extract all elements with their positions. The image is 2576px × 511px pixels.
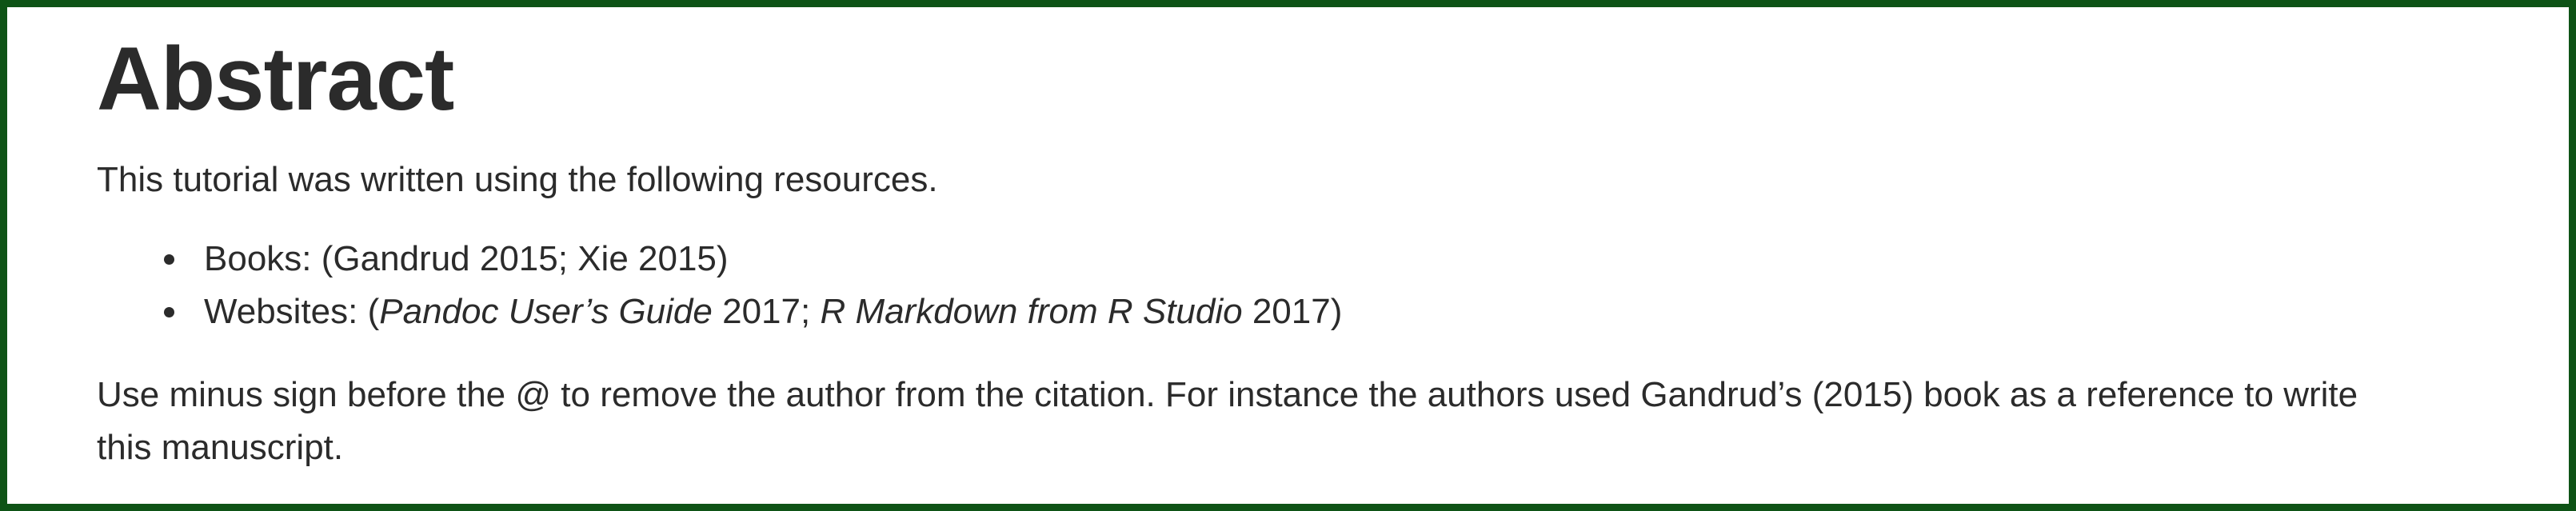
pandoc-guide-title: Pandoc User’s Guide bbox=[379, 292, 713, 331]
pandoc-guide-year: 2017; bbox=[712, 292, 821, 331]
closing-paragraph bbox=[97, 369, 2528, 474]
websites-open-paren: ( bbox=[367, 292, 380, 331]
intro-paragraph: This tutorial was written using the following resources. bbox=[97, 160, 938, 199]
books-label: Books: bbox=[204, 239, 322, 278]
closing-line-2: this manuscript. bbox=[97, 428, 344, 467]
websites-label: Websites: bbox=[204, 292, 368, 331]
rmarkdown-year: 2017) bbox=[1242, 292, 1343, 331]
list-item-books bbox=[97, 233, 1342, 285]
list-item-websites bbox=[97, 285, 1342, 338]
bullet-icon bbox=[164, 307, 174, 317]
closing-line-1: Use minus sign before the @ to remove the author from the citation. For instance the authors used Gandrud’s (2015) book as a reference to write bbox=[97, 375, 2358, 414]
bullet-icon bbox=[164, 254, 174, 265]
abstract-heading: Abstract bbox=[97, 29, 454, 129]
rmarkdown-title: R Markdown from R Studio bbox=[820, 292, 1243, 331]
books-citation: (Gandrud 2015; Xie 2015) bbox=[321, 239, 729, 278]
resources-list bbox=[97, 233, 1342, 338]
